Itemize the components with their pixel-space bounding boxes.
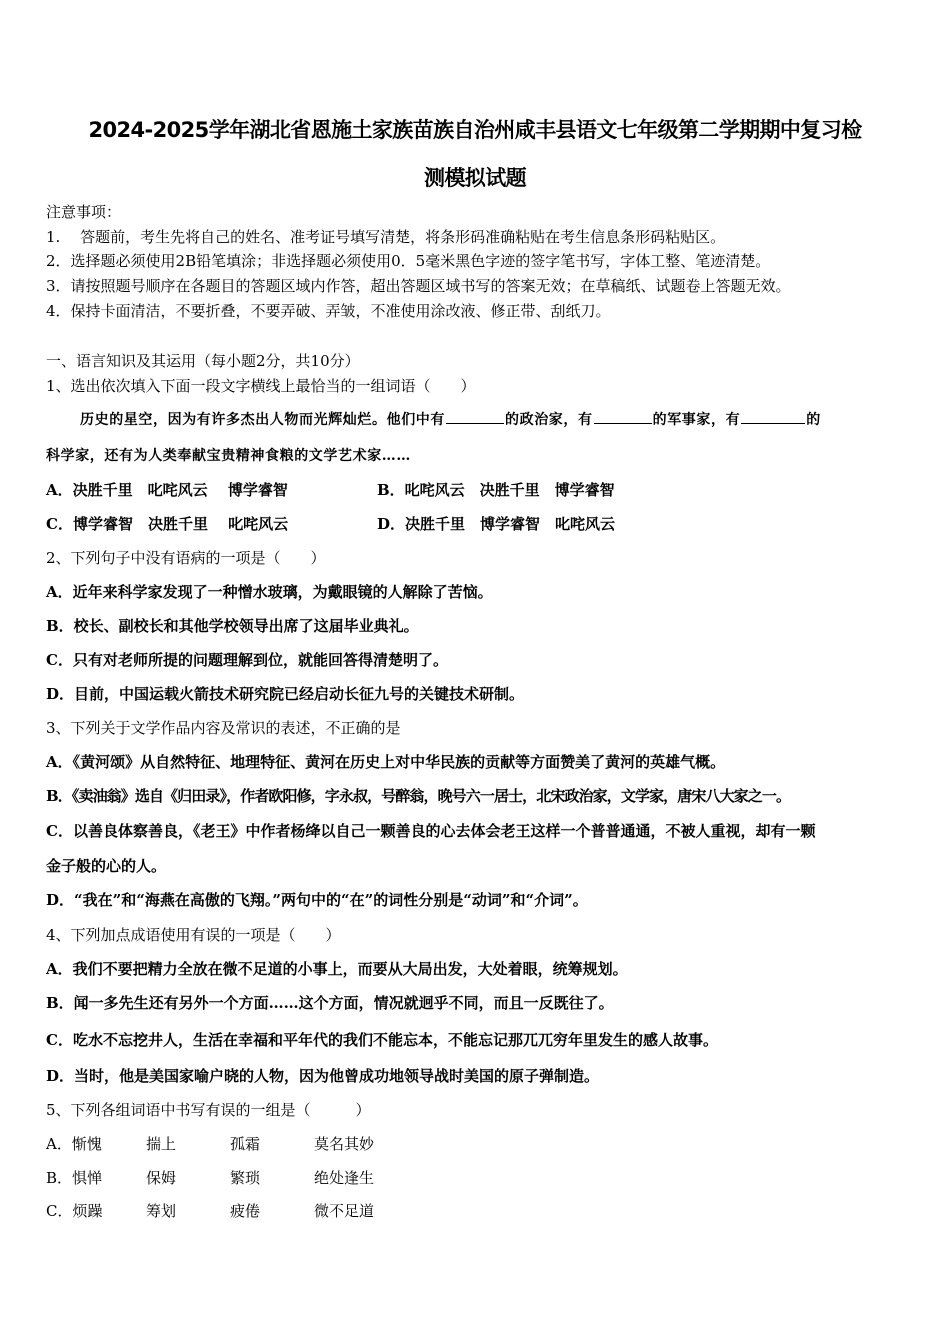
question-1-stem: 1、选出依次填入下面一段文字横线上最恰当的一组词语（ ） (46, 377, 476, 395)
question-3-option-c-line2: 金子般的心的人。 (46, 857, 167, 875)
question-1-option-b: B．叱咤风云 决胜千里 博学睿智 (377, 481, 615, 499)
question-2-option-b: B．校长、副校长和其他学校领导出席了这届毕业典礼。 (46, 617, 419, 635)
question-2-option-d: D．目前，中国运载火箭技术研究院已经启动长征九号的关键技术研制。 (46, 685, 525, 703)
question-4-option-c: C．吃水不忘挖井人，生活在幸福和平年代的我们不能忘本，不能忘记那兀兀穷年里发生的感人故事。 (46, 1031, 718, 1049)
question-2-stem: 2、下列句子中没有语病的一项是（ ） (46, 549, 326, 567)
question-3-stem: 3、下列关于文学作品内容及常识的表述，不正确的是 (46, 719, 401, 737)
notice-item-4: 4．保持卡面清洁，不要折叠，不要弄破、弄皱，不准使用涂改液、修正带、刮纸刀。 (46, 302, 611, 320)
question-2-option-c: C．只有对老师所提的问题理解到位，就能回答得清楚明了。 (46, 651, 448, 669)
question-5-option-b-word-2: 保姆 (146, 1169, 177, 1187)
question-1-passage-line1 (80, 409, 821, 430)
notice-item-3: 3．请按照题号顺序在各题目的答题区域内作答，超出答题区域书写的答案无效；在草稿纸、试题卷上答题无效。 (46, 277, 791, 295)
question-5-option-c-word-1: C．烦躁 (46, 1202, 103, 1220)
question-4-option-b: B．闻一多先生还有另外一个方面……这个方面，情况就迥乎不同，而且一反既往了。 (46, 994, 614, 1012)
question-4-stem: 4、下列加点成语使用有误的一项是（ ） (46, 926, 341, 944)
question-3-option-a: A．《黄河颂》从自然特征、地理特征、黄河在历史上对中华民族的贡献等方面赞美了黄河的英雄气概。 (46, 753, 726, 771)
question-5-option-a-word-3: 孤霜 (230, 1135, 261, 1153)
passage-text-b: 的政治家，有 (505, 412, 593, 428)
question-5-option-c-word-2: 筹划 (146, 1202, 177, 1220)
notice-item-2: 2．选择题必须使用2B铅笔填涂；非选择题必须使用0．5毫米黑色字迹的签字笔书写，字体工整、笔迹清楚。 (46, 252, 771, 270)
question-5-option-b-word-3: 繁琐 (230, 1169, 261, 1187)
question-5-option-a-word-2: 揣上 (146, 1135, 177, 1153)
question-5-option-b-word-4: 绝处逢生 (314, 1169, 375, 1187)
passage-text-a: 历史的星空，因为有许多杰出人物而光辉灿烂。他们中有 (80, 412, 445, 428)
question-4-option-d: D．当时，他是美国家喻户晓的人物，因为他曾成功地领导战时美国的原子弹制造。 (46, 1067, 600, 1085)
question-1-passage-line2: 科学家，还有为人类奉献宝贵精神食粮的文学艺术家…… (46, 448, 411, 464)
question-5-stem: 5、下列各组词语中书写有误的一组是（ ） (46, 1101, 371, 1119)
section-heading: 一、语言知识及其运用（每小题2分，共10分） (46, 352, 360, 370)
question-4-option-a: A．我们不要把精力全放在微不足道的小事上，而要从大局出发，大处着眼，统筹规划。 (46, 960, 628, 978)
passage-text-c: 的军事家，有 (652, 412, 741, 428)
question-5-option-a-word-4: 莫名其妙 (314, 1135, 375, 1153)
question-1-option-c: C．博学睿智 决胜千里 叱咤风云 (46, 515, 289, 533)
question-5-option-c-word-3: 疲倦 (230, 1202, 261, 1220)
notice-item-1: 1. 答题前，考生先将自己的姓名、准考证号填写清楚，将条形码准确粘贴在考生信息条形码粘贴区。 (46, 228, 726, 246)
fill-blank-1 (446, 409, 504, 424)
question-2-option-a: A．近年来科学家发现了一种憎水玻璃，为戴眼镜的人解除了苦恼。 (46, 583, 493, 601)
question-3-option-b: B．《卖油翁》选自《归田录》，作者欧阳修，字永叔，号醉翁，晚号六一居士，北宋政治家，文学家，唐宋八大家之一。 (46, 787, 791, 805)
question-1-option-d: D．决胜千里 博学睿智 叱咤风云 (377, 515, 616, 533)
question-3-option-d: D．“我在”和“海燕在高傲的飞翔。”两句中的“在”的词性分别是“动词”和“介词”。 (46, 891, 588, 909)
exam-title-line2: 测模拟试题 (424, 166, 526, 190)
exam-title-line1: 2024-2025学年湖北省恩施土家族苗族自治州咸丰县语文七年级第二学期期中复习检 (88, 118, 862, 142)
fill-blank-2 (594, 409, 652, 424)
question-5-option-c-word-4: 微不足道 (314, 1202, 375, 1220)
question-5-option-b-word-1: B．惧惮 (46, 1169, 103, 1187)
passage-text-d: 的 (806, 412, 821, 428)
question-1-option-a: A．决胜千里 叱咤风云 博学睿智 (46, 481, 288, 499)
question-3-option-c-line1: C．以善良体察善良，《老王》中作者杨绛以自己一颗善良的心去体会老王这样一个普普通通，不被人重视，却有一颗 (46, 822, 816, 840)
fill-blank-3 (741, 409, 805, 424)
question-5-option-a-word-1: A．惭愧 (46, 1135, 102, 1153)
notice-heading: 注意事项： (46, 203, 122, 221)
